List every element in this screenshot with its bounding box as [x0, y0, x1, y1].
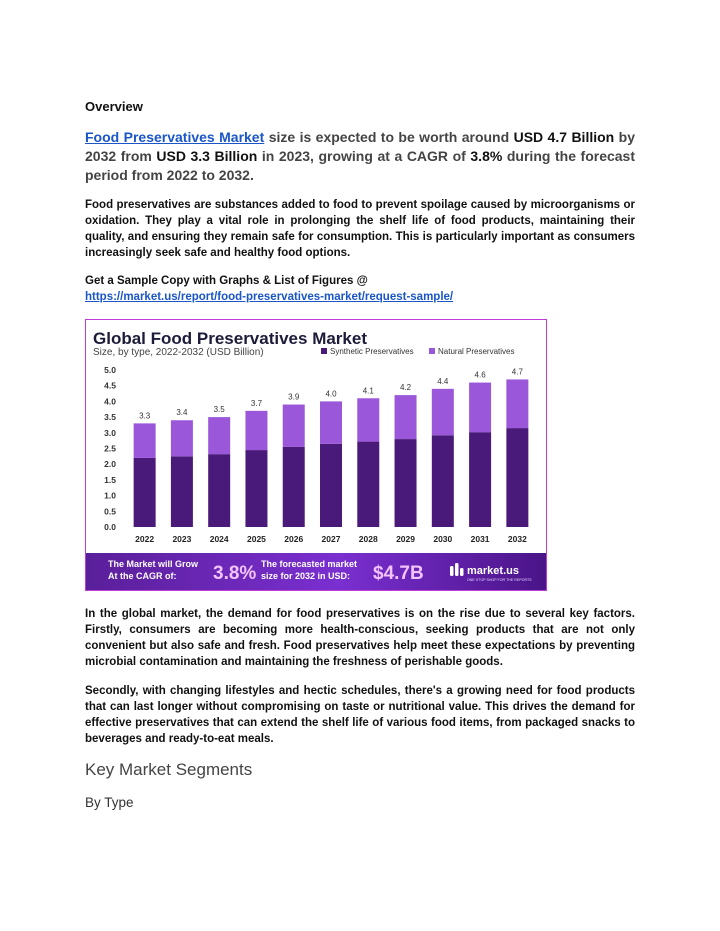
lead-text-3: in 2023, growing at a CAGR of	[257, 148, 471, 164]
x-tick-label: 2031	[470, 534, 490, 544]
legend-swatch-synthetic	[321, 348, 327, 354]
bar-segment-synthetic	[245, 450, 267, 527]
y-tick-label: 0.5	[104, 506, 116, 517]
x-axis	[135, 534, 527, 544]
bar-segment-synthetic	[283, 447, 305, 527]
bar-segment-synthetic	[357, 442, 379, 527]
x-tick-label: 2032	[507, 534, 527, 544]
x-tick-label: 2028	[358, 534, 378, 544]
bar-total-label: 3.9	[288, 392, 300, 402]
bar-segment-natural	[208, 417, 230, 454]
bar-total-label: 4.7	[511, 367, 523, 377]
bar-segment-synthetic	[395, 439, 417, 527]
banner-brand: market.us	[467, 565, 519, 577]
legend-swatch-natural	[429, 348, 435, 354]
bar-total-label: 4.2	[399, 383, 412, 393]
paragraph-lifestyle: Secondly, with changing lifestyles and hectic schedules, there's a growing need for food products that can last longer without compromising on taste or nutritional value. This drives the demand for effective preservatives that can extend the shelf life of various food items, from packaged snacks to beverages and ready-to-eat meals.	[85, 685, 635, 745]
chart-banner	[86, 553, 546, 590]
x-tick-label: 2022	[135, 534, 155, 544]
bar-segment-synthetic	[432, 435, 454, 527]
sample-request-link[interactable]: https://market.us/report/food-preservatives-market/request-sample/	[85, 291, 454, 303]
bar-segment-natural	[283, 405, 305, 447]
bar-total-label: 3.4	[176, 408, 188, 418]
food-preservatives-market-link[interactable]: Food Preservatives Market	[85, 129, 265, 145]
bar-segment-natural	[395, 395, 417, 439]
lead-value-cagr: 3.8%	[470, 148, 503, 164]
sample-copy-block	[85, 273, 453, 305]
bar-segment-natural	[432, 389, 454, 435]
x-tick-label: 2027	[321, 534, 341, 544]
x-tick-label: 2024	[209, 534, 229, 544]
y-tick-label: 0.0	[104, 522, 116, 532]
x-tick-label: 2026	[284, 534, 304, 544]
by-type-subheading: By Type	[85, 795, 134, 810]
bar-total-label: 4.4	[437, 376, 449, 386]
banner-cagr-label-2: At the CAGR of:	[108, 571, 177, 581]
y-tick-label: 3.0	[104, 427, 116, 438]
lead-text-2: by 2032 from	[85, 129, 635, 164]
y-axis	[104, 365, 116, 532]
bar-segment-synthetic	[134, 458, 156, 527]
bar-segment-synthetic	[469, 432, 491, 527]
lead-value-2023: USD 3.3 Billion	[156, 148, 258, 164]
overview-heading: Overview	[85, 99, 143, 114]
bar-segment-natural	[469, 383, 491, 433]
bar-segment-natural	[134, 423, 156, 458]
bars-group	[134, 367, 529, 527]
bar-segment-natural	[171, 420, 193, 456]
paragraph-definition: Food preservatives are substances added to food to prevent spoilage caused by microorganisms or oxidation. They play a vital role in prolonging the shelf life of food products, maintaining their quality, and ensuring they remain safe for consumption. This is particularly important as consumers increasingly seek safe and healthy food options.	[85, 199, 635, 259]
banner-brand-tagline: ONE STOP SHOP FOR THE REPORTS	[467, 578, 532, 582]
y-tick-label: 4.5	[104, 380, 116, 391]
bar-segment-synthetic	[171, 456, 193, 527]
y-tick-label: 1.0	[104, 490, 116, 501]
bar-segment-natural	[506, 379, 528, 428]
banner-forecast-label-1: The forecasted market	[261, 559, 358, 569]
banner-cagr-value: 3.8%	[213, 563, 257, 584]
y-tick-label: 5.0	[104, 365, 116, 375]
y-tick-label: 1.5	[104, 474, 116, 485]
lead-paragraph	[85, 128, 635, 185]
bar-total-label: 4.6	[474, 370, 486, 380]
lead-value-2032: USD 4.7 Billion	[513, 129, 615, 145]
x-tick-label: 2025	[246, 534, 266, 544]
lead-text-4: during the forecast period from 2022 to 2032.	[85, 148, 636, 183]
bar-total-label: 3.3	[139, 411, 151, 421]
bar-total-label: 4.0	[325, 389, 337, 399]
market-chart	[86, 320, 546, 590]
chart-title: Global Food Preservatives Market	[93, 329, 367, 348]
key-market-segments-heading: Key Market Segments	[85, 760, 253, 779]
bar-total-label: 3.5	[213, 405, 225, 415]
bar-segment-natural	[357, 398, 379, 441]
legend-label-synthetic: Synthetic Preservatives	[330, 347, 414, 356]
y-tick-label: 2.0	[104, 459, 116, 470]
x-tick-label: 2029	[396, 534, 416, 544]
bar-segment-synthetic	[208, 454, 230, 527]
x-tick-label: 2030	[433, 534, 453, 544]
chart-legend	[321, 347, 514, 356]
y-tick-label: 3.5	[104, 412, 116, 423]
sample-copy-label: Get a Sample Copy with Graphs & List of Figures @	[85, 275, 368, 287]
y-tick-label: 4.0	[104, 396, 116, 407]
bar-segment-synthetic	[320, 444, 342, 527]
bar-segment-natural	[320, 401, 342, 443]
bar-total-label: 4.1	[362, 386, 374, 396]
bar-segment-natural	[245, 411, 267, 450]
banner-cagr-label-1: The Market will Grow	[108, 559, 199, 569]
legend-label-natural: Natural Preservatives	[438, 347, 515, 356]
chart-subtitle: Size, by type, 2022-2032 (USD Billion)	[93, 347, 264, 358]
lead-text-1: size is expected to be worth around	[264, 129, 514, 145]
bar-total-label: 3.7	[250, 398, 263, 408]
bar-segment-synthetic	[506, 428, 528, 527]
x-tick-label: 2023	[172, 534, 192, 544]
paragraph-demand-drivers: In the global market, the demand for food preservatives is on the rise due to several key factors. Firstly, consumers are becoming more health-conscious, seeking products that are not only convenient but also safe and fresh. Food preservatives help meet these expectations by preventing microbial contamination and maintaining the freshness of perishable goods.	[85, 608, 635, 668]
banner-forecast-value: $4.7B	[373, 563, 424, 584]
y-tick-label: 2.5	[104, 443, 116, 454]
market-infographic	[85, 319, 547, 591]
banner-forecast-label-2: size for 2032 in USD:	[261, 571, 351, 581]
